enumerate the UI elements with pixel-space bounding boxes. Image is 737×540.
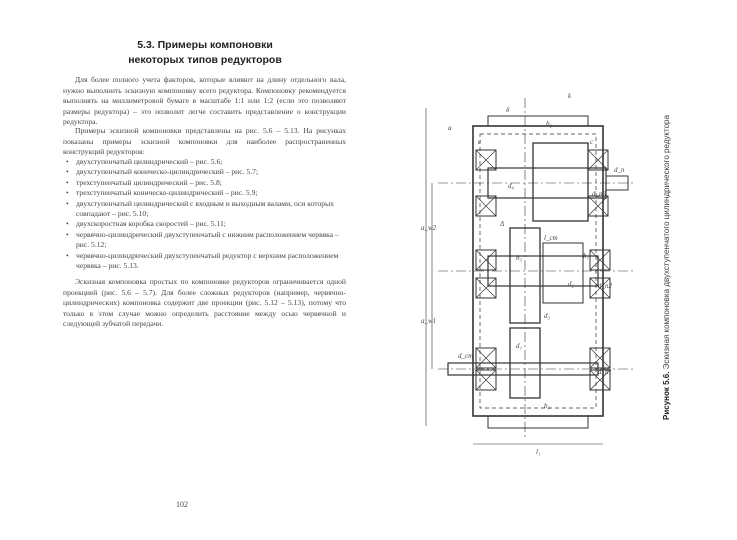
section-title-line1: 5.3. Примеры компоновки	[137, 39, 273, 51]
list-item: • двухступенчатый коническо-цилиндрический – рис. 5.7;	[66, 167, 346, 177]
label-dn1: d_п1	[598, 368, 612, 376]
big-gear-2	[533, 143, 588, 221]
label-b2: b₂	[546, 120, 552, 128]
label-dn2: d_п2	[598, 282, 612, 290]
label-b4: b₄	[544, 402, 550, 410]
label-dn3: d_п3	[592, 190, 606, 198]
list-item: • трехступенчатый коническо-цилиндрический – рис. 5.9;	[66, 188, 346, 198]
gearbox-layout-drawing	[418, 78, 638, 458]
label-b1: b₁	[583, 252, 589, 260]
list-item: • двухскоростная коробка скоростей – рис. 5.11;	[66, 219, 346, 229]
list-item: • трехступенчатый цилиндрический – рис. 5.8;	[66, 178, 346, 188]
label-dst: d_ст	[458, 352, 474, 360]
label-c-top: c	[478, 138, 482, 146]
paragraph-3: Эскизная компоновка простых по компоновке редукторов ограничивается одной проекцией (рис. 5.6 – 5.7). Для более сложных редукторов (например, червячно-цилиндрических) компоновка содержит две проекции (рис. 5.12 – 5.13), потому что только в этом случае можно определить расстояние между осью червячной и следующей зубчатой передачи.	[63, 277, 346, 329]
label-a: a	[448, 124, 452, 132]
caption-label: Рисунок 5.6.	[662, 371, 671, 420]
figure-caption	[662, 60, 676, 420]
label-d1: d₁	[516, 342, 522, 350]
label-d4: d₄	[508, 182, 514, 190]
label-d3: d₃	[544, 312, 550, 320]
label-aw1: a_w1	[421, 317, 437, 325]
label-l1: l₁	[536, 448, 541, 456]
page-number: 102	[176, 500, 188, 509]
label-dn: d_п	[614, 166, 625, 174]
list-item: • двухступенчатый цилиндрический с входным и выходным валами, оси которых совпадают – рис. 5.10;	[66, 199, 346, 220]
label-Delta: Δ	[500, 220, 505, 228]
label-c-right: c	[590, 138, 594, 146]
label-d2: d₂	[568, 280, 574, 288]
label-aw2: a_w2	[421, 224, 437, 232]
list-item: • червячно-цилиндрический двухступенчатый с нижним расположением червяка – рис. 5.12;	[66, 230, 346, 251]
label-delta-small: δ	[506, 106, 510, 114]
section-title-line2: некоторых типов редукторов	[128, 54, 282, 66]
paragraph-1: Для более полного учета факторов, которые влияют на длину отдельного вала, нужно выполнить эскизную компоновку всего редуктора. Компоновку рекомендуется выполнять на миллиметровой бумаге в масштабе 1:1 или 1:2 (если это позволяют размеры редуктора) – это позволит легче составить представление о конструкции редуктора.	[63, 75, 346, 127]
housing-top-flange	[488, 116, 588, 126]
list-item: • двухступенчатый цилиндрический – рис. 5.6;	[66, 157, 346, 167]
gear-1	[543, 243, 583, 303]
label-b3: b₃	[516, 254, 522, 262]
list-item: • червячно-цилиндрический двухступенчатый редуктор с верхним расположением червяка – рис. 5.13.	[66, 251, 346, 272]
housing-bottom-flange	[488, 416, 588, 428]
reducer-types-list	[66, 157, 346, 271]
caption-text: Эскизная компоновка двухступенчатого цилиндрического редуктора	[662, 115, 671, 370]
paragraph-2: Примеры эскизной компоновки представлены на рис. 5.6 – 5.13. На рисунках показаны примеры эскизной компоновки для наиболее распространенных конструкций редукторов:	[63, 126, 346, 157]
label-k: k	[568, 92, 572, 100]
label-ls: l_ст	[544, 234, 558, 242]
